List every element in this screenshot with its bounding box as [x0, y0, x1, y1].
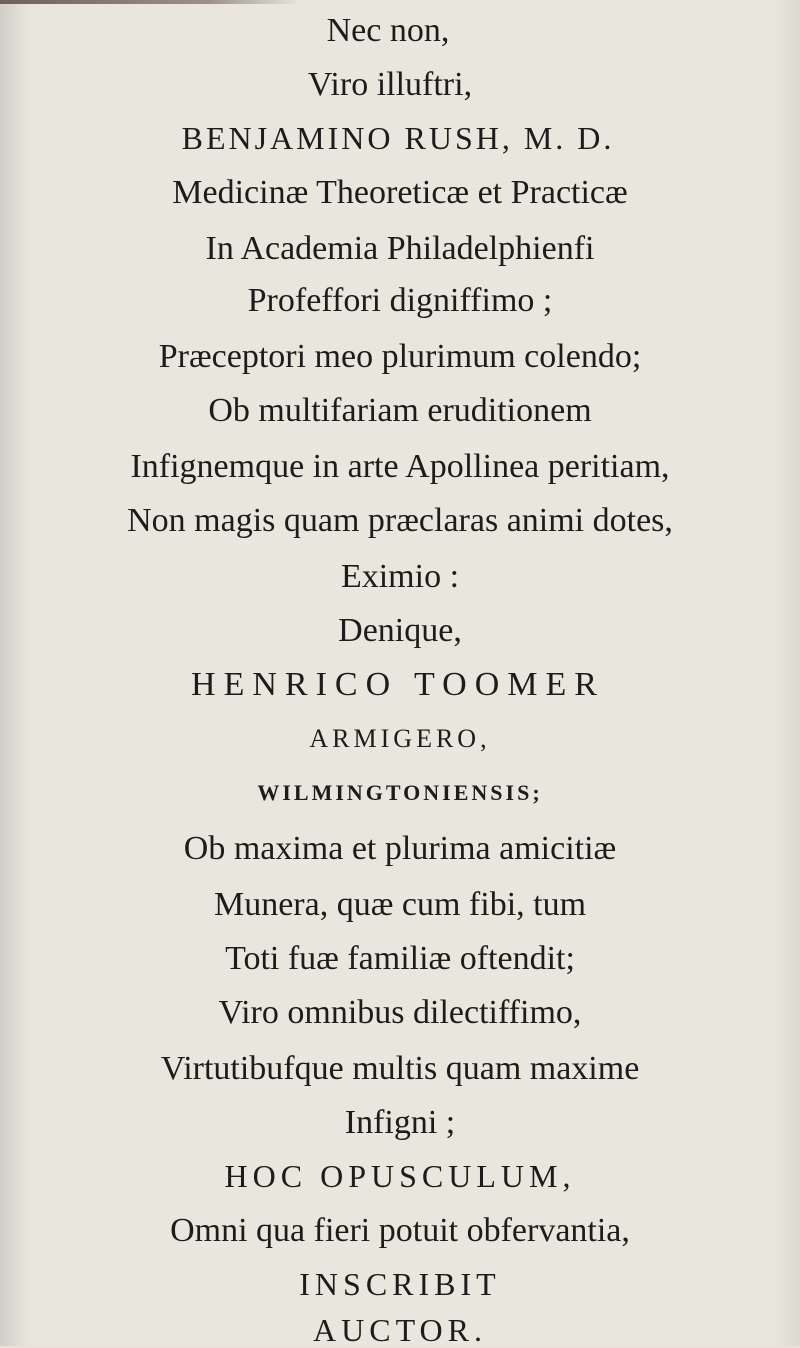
- line-insignemque: Infignemque in arte Apollinea peritiam,: [130, 448, 670, 485]
- line-insigni: Infigni ;: [344, 1104, 456, 1141]
- page-edge-shadow: [0, 0, 300, 4]
- line-hoc-opusculum: HOC OPUSCULUM,: [224, 1158, 576, 1194]
- line-viro-illustri: Viro illuftri,: [307, 66, 473, 103]
- line-medicinae: Medicinæ Theoreticæ et Practicæ: [172, 174, 628, 211]
- line-wilmingtoniensis: WILMINGTONIENSIS;: [257, 780, 543, 805]
- line-munera: Munera, quæ cum fibi, tum: [213, 886, 587, 923]
- line-nec-non: Nec non,: [326, 12, 450, 49]
- line-viro-omnibus: Viro omnibus dilectiffimo,: [218, 994, 582, 1031]
- line-inscribit: INSCRIBIT: [299, 1266, 501, 1302]
- line-ob-multifariam: Ob multifariam eruditionem: [208, 392, 592, 429]
- line-praeceptori: Præceptori meo plurimum colendo;: [158, 338, 642, 375]
- line-ob-maxima: Ob maxima et plurima amicitiæ: [183, 830, 617, 867]
- line-denique: Denique,: [338, 612, 462, 649]
- line-eximio: Eximio :: [340, 558, 460, 595]
- line-omni-qua: Omni qua fieri potuit obfervantia,: [170, 1212, 630, 1249]
- line-academia: In Academia Philadelphienfi: [205, 230, 595, 267]
- line-non-magis: Non magis quam præclaras animi dotes,: [127, 502, 673, 539]
- line-virtutibusque: Virtutibufque multis quam maxime: [160, 1050, 640, 1087]
- line-professori: Profeffori digniffimo ;: [247, 282, 553, 319]
- line-toti-suae: Toti fuæ familiæ oftendit;: [225, 940, 575, 977]
- line-benjamino-rush: BENJAMINO RUSH, M. D.: [181, 120, 615, 156]
- line-auctor: AUCTOR.: [313, 1312, 487, 1348]
- line-armigero: ARMIGERO,: [309, 724, 491, 753]
- line-henrico-toomer: HENRICO TOOMER: [191, 666, 605, 703]
